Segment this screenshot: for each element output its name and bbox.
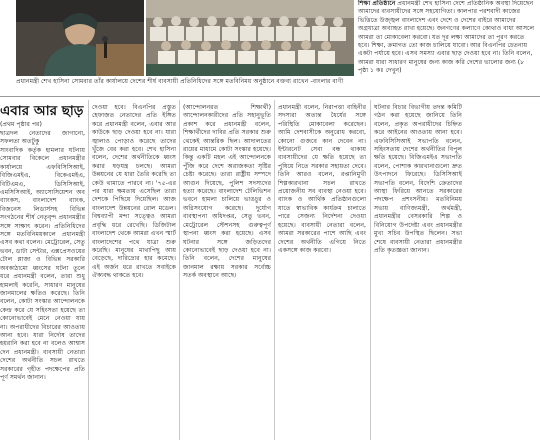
article-body-3: (আন্দোলনরত শিক্ষার্থী) আন্দোলনকারীদের প্রতি সহানুভূতি প্রকাশ করে প্রধানমন্ত্রী বলেন, শিক্ষার্থীদের দাবির প্রতি সরকার শুরু থেকেই আন্তরিক ছিল। আদালতের রায়ের মাধ্যমে কোটা সংস্কার হয়েছে। কিন্তু একটি মহল এই আন্দোলনকে পুঁজি করে দেশে অরাজকতা সৃষ্টির চেষ্টা করেছে। তারা রাষ্ট্রীয় সম্পদে আগুন দিয়েছে, পুলিশ সদস্যদের হত্যা করেছে। বাংলাদেশ টেলিভিশন ভবনে হামলা চালিয়ে ভাঙচুর ও অগ্নিসংযোগ করেছে। দুর্যোগ ব্যবস্থাপনা অধিদপ্তর, সেতু ভবন, মেট্রোরেল স্টেশনসহ গুরুত্বপূর্ণ স্থাপনা ধ্বংস করা হয়েছে। এসব ঘটনার সঙ্গে জড়িতদের কোনোভাবেই ছাড় দেওয়া হবে না। তিনি বলেন, দেশের মানুষের জানমাল রক্ষায় সরকার সর্বোচ্চ সতর্ক অবস্থানে আছে।: [183, 104, 271, 280]
column-rule: [179, 100, 180, 440]
photo-prime-minister: [16, 0, 144, 76]
article-column-5: [374, 104, 462, 255]
continued-article-top: [358, 0, 536, 76]
column-rule: [88, 100, 89, 440]
section-divider: [0, 96, 540, 97]
article-reporter: ছাত্রদল নেতাদের জাগানো, সফলতা অতটুকু: [0, 130, 85, 145]
photo-caption: প্রধানমন্ত্রী শেখ হাসিনা সোমবার তাঁর কার্যালয়ে দেশের শীর্ষ ব্যবসায়ী প্রতিনিধিদের সঙ্গে মতবিনিময় অনুষ্ঠানে বক্তব্য রাখেন -বাংলার বাণী: [16, 78, 344, 85]
article-column-2: [92, 104, 176, 281]
article-body-4: প্রধানমন্ত্রী বলেন, নিরাপত্তা বাহিনীর সদস্যরা অত্যন্ত ধৈর্যের সঙ্গে পরিস্থিতি মোকাবেলা করেছেন। আমি দেশবাসীকে অনুরোধ করবো, কোনো গুজবে কান দেবেন না। ইন্টারনেট সেবা বন্ধ থাকায় ব্যবসায়ীদের যে ক্ষতি হয়েছে তা পুষিয়ে নিতে সরকার সহায়তা দেবে। তিনি আরও বলেন, রপ্তানিমুখী শিল্পকারখানা সচল রাখতে প্রয়োজনীয় সব ব্যবস্থা নেওয়া হবে। ব্যাংক ও আর্থিক প্রতিষ্ঠানগুলো যাতে স্বাভাবিক কার্যক্রম চালাতে পারে সেজন্য নির্দেশনা দেওয়া হয়েছে। ব্যবসায়ী নেতারা বলেন, আমরা সরকারের পাশে আছি এবং দেশের অর্থনীতি এগিয়ে নিতে একসঙ্গে কাজ করবো।: [278, 104, 366, 254]
continued-lead: শিক্ষা প্রতিষ্ঠানে: [358, 0, 396, 7]
article-column-4: [278, 104, 366, 255]
photo-audience: [146, 0, 354, 76]
article-body-5: ঘটনার বিচার বিভাগীয় তদন্ত কমিটি গঠন করা হয়েছে জানিয়ে তিনি বলেন, প্রকৃত অপরাধীদের চিহ্নিত করে আইনের আওতায় আনা হবে। এফবিসিসিআই সভাপতি বলেন, সহিংসতায় দেশের অর্থনীতির বিপুল ক্ষতি হয়েছে। বিজিএমইএ সভাপতি বলেন, পোশাক কারখানাগুলো দ্রুত উৎপাদনে ফিরেছে। ডিসিসিআই সভাপতি বলেন, বিদেশি ক্রেতাদের আস্থা ফিরিয়ে আনতে সরকারের পদক্ষেপ প্রশংসনীয়। মতবিনিময় সভায় বাণিজ্যমন্ত্রী, অর্থমন্ত্রী, প্রধানমন্ত্রীর বেসরকারি শিল্প ও বিনিয়োগ উপদেষ্টা এবং প্রধানমন্ত্রীর মুখ্য সচিব উপস্থিত ছিলেন। সভা শেষে ব্যবসায়ী নেতারা প্রধানমন্ত্রীর প্রতি কৃতজ্ঞতা জানান।: [374, 104, 462, 254]
article-body-1: সাংবাদিক কর্তৃক হামলার ঘটনায় সোমবার বিকেলে প্রধানমন্ত্রীর কার্যালয়ে এফবিসিসিআই, বিজিএমইএ, বিকেএমইএ, বিটিএমএ, ডিসিসিআই, এমসিসিআই, অ্যাসোসিয়েশন অব ব্যাংকস, বাংলাদেশ ব্যাংক, বিজনেস লিডার্সসহ বিভিন্ন সংগঠনের শীর্ষ নেতৃবৃন্দ প্রধানমন্ত্রীর সঙ্গে সাক্ষাৎ করেন। প্রতিনিধিদের সঙ্গে মতবিনিময়কালে প্রধানমন্ত্রী এসব কথা বলেন। মেট্রোরেল, সেতু ভবন, ডাটা সেন্টার, এক্সপ্রেসওয়ের টোল প্লাজা ও বিভিন্ন সরকারি অবকাঠামো ধ্বংসের ঘটনা তুলে ধরে প্রধানমন্ত্রী বলেন, তারা শুধু হামলাই করেনি, সাধারণ মানুষের জানমালের ক্ষতিও করেছে। তিনি বলেন, কোটা সংস্কার আন্দোলনকে কেন্দ্র করে যে সহিংসতা হয়েছে তা কোনোভাবেই মেনে নেওয়া যায় না। অপরাধীদের বিচারের আওতায় আনা হবে। যারা নির্দোষ তাদের হয়রানি করা হবে না বলেও আশ্বাস দেন প্রধানমন্ত্রী। ব্যবসায়ী নেতারা দেশের অর্থনীতি সচল রাখতে সরকারের গৃহীত পদক্ষেপের প্রতি পূর্ণ সমর্থন জানান।: [0, 147, 86, 381]
column-rule: [274, 100, 275, 440]
article-body-2: দেওয়া হবে। বিএনপির প্রস্তুত হেফাজত নেতাদের প্রতি ইঙ্গিত করে প্রধানমন্ত্রী বলেন, এবার আর কাউকে ছাড় দেওয়া হবে না। যারা জ্বালাও পোড়াও করেছে তাদের খুঁজে বের করা হবে। শেখ হাসিনা বলেন, দেশের অর্থনীতিকে ধ্বংস করার ষড়যন্ত্র চলছে। আমরা উন্নয়নের যে ধারা তৈরি করেছি তা কেউ থামাতে পারবে না। '৭৫-এর পর যারা ক্ষমতায় এসেছিল তারা দেশকে পিছিয়ে দিয়েছিল। আজ বাংলাদেশ উন্নয়নের রোল মডেল। বিশ্বব্যাপী মন্দা সত্ত্বেও আমরা প্রবৃদ্ধি ধরে রেখেছি। ডিজিটাল বাংলাদেশ থেকে আমরা এখন স্মার্ট বাংলাদেশের পথে যাত্রা শুরু করেছি। মানুষের মাথাপিছু আয় বেড়েছে, দারিদ্র্যের হার কমেছে। এই অর্জন ধরে রাখতে সবাইকে ঐক্যবদ্ধ থাকতে হবে।: [92, 104, 176, 280]
article-dateline: (প্রথম পৃষ্ঠার পর): [0, 121, 42, 128]
article-column-3: [183, 104, 271, 281]
continued-text: প্রধানমন্ত্রী শেখ হাসিনা দেশে প্রতিষ্ঠানিক অবস্থা দিয়েছেন আমাদের ব্যবসায়ীদের সঙ্গে সহযোগিতা। কালপার পরশবাদী কাজের ভিত্তিতে উজ্জ্বল বাংলাদেশ এবং দেশে ও দেশের বাইরে আমাদের অগ্রযাত্রা অব্যাহত রাখা হয়েছে। জনগণের কল্যাণে কোথাও বাধা আসলে আমরা তা মোকাবেলা করবো। যত দূর লক্ষ্য আমাদের তা পূরণ করতে হবে। শিক্ষা, ক্রমাগত তো কাজ চালিয়ে যাবো। আর বিএনপির চেতনায় একটা পর্যায়ে হবে। এসব সমস্যা এবার ছাড় দেওয়া হবে না। তিনি বলেন, আমরা যারা সাধারণ মানুষের জন্য কাজ করি দেশের ভালোর জন্য (৮ পৃষ্ঠা ১ কঃ দেখুন): [358, 0, 535, 75]
article-headline: এবার আর ছাড়: [0, 103, 84, 119]
column-rule: [370, 100, 371, 440]
article-column-1: [0, 104, 85, 382]
